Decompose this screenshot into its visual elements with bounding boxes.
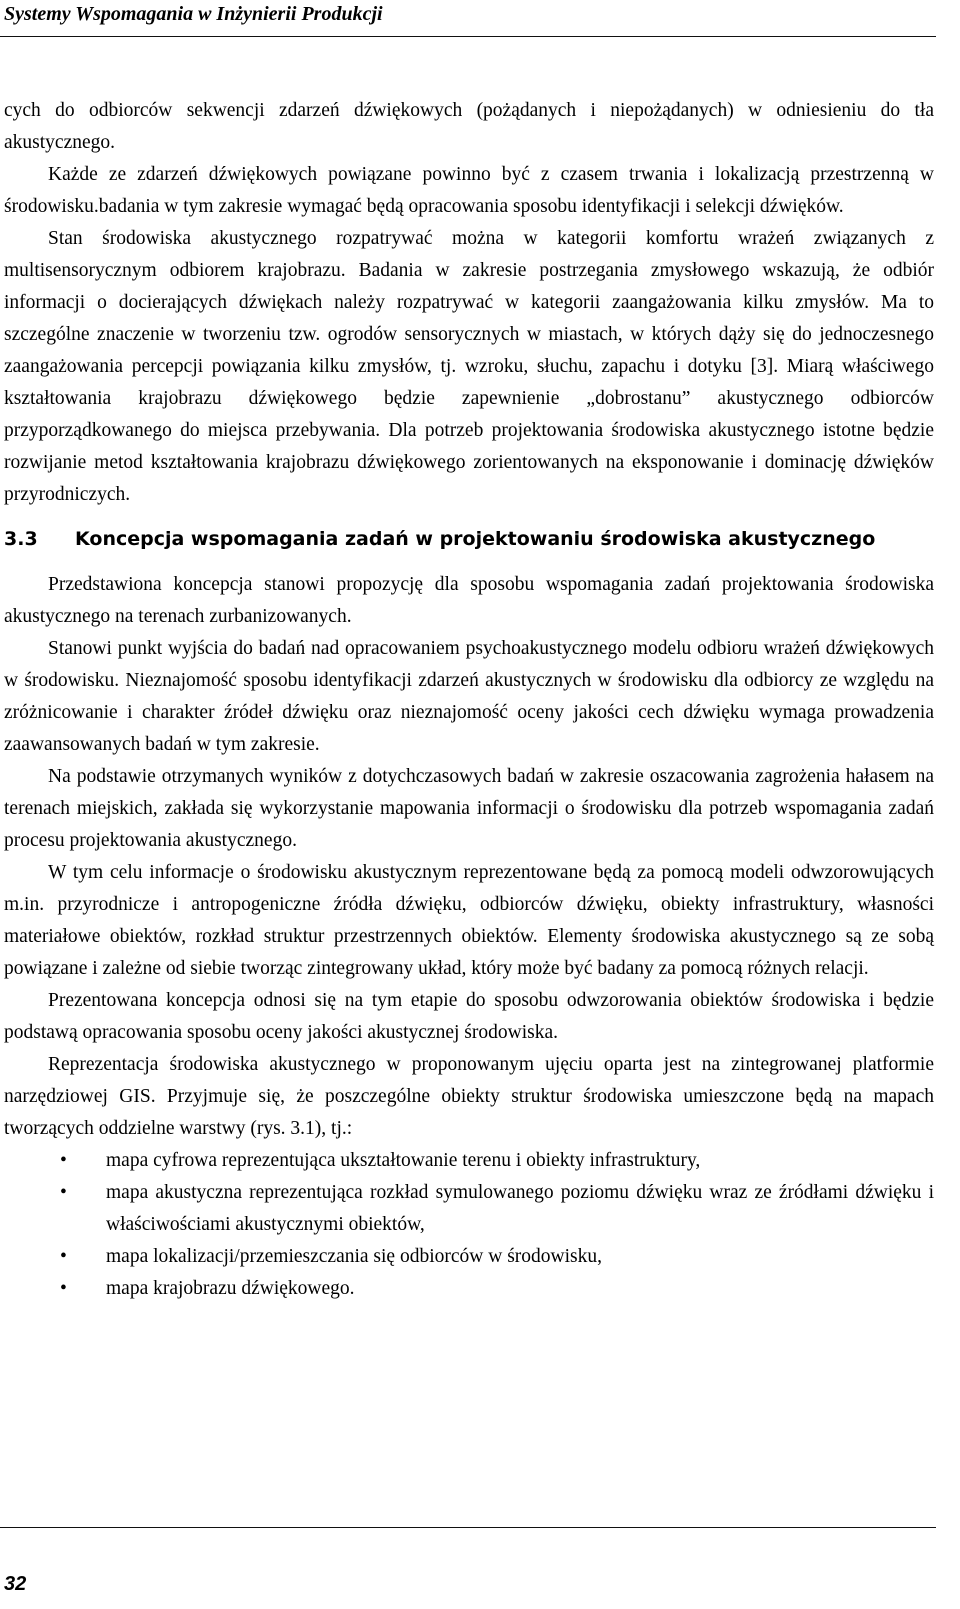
section-number: 3.3 <box>4 528 38 550</box>
list-item-text: mapa akustyczna reprezentująca rozkład symulowanego poziomu dźwięku wraz ze źródłami dźwięku i właściwościami akustycznymi obiektów, <box>106 1182 934 1235</box>
bullet-icon: • <box>60 1278 67 1299</box>
paragraph: Prezentowana koncepcja odnosi się na tym etapie do sposobu odwzorowania obiektów środowiska i będzie podstawą opracowania sposobu oceny jakości akustycznej środowiska. <box>4 990 934 1043</box>
list-item-text: mapa lokalizacji/przemieszczania się odbiorców w środowisku, <box>106 1246 602 1267</box>
paragraph: Stanowi punkt wyjścia do badań nad opracowaniem psychoakustycznego modelu odbioru wrażeń dźwiękowych w środowisku. Nieznajomość sposobu identyfikacji zdarzeń akustycznych w środowisku dla odbiorcy ze względu na zróżnicowanie i charakter źródeł dźwięku oraz nieznajomość oceny jakości cech dźwięku wymaga prowadzenia zaawansowanych badań w tym zakresie. <box>4 638 934 755</box>
list-item <box>4 1177 934 1241</box>
page-body <box>4 95 934 1305</box>
running-header: Systemy Wspomagania w Inżynierii Produkcji <box>4 3 383 25</box>
bullet-icon: • <box>60 1246 67 1267</box>
list-item <box>4 1241 934 1273</box>
paragraph: Na podstawie otrzymanych wyników z dotychczasowych badań w zakresie oszacowania zagrożenia hałasem na terenach miejskich, zakłada się wykorzystanie mapowania informacji o środowisku dla potrzeb wspomagania zadań procesu projektowania akustycznego. <box>4 766 934 851</box>
bullet-list <box>4 1145 934 1305</box>
list-item-text: mapa krajobrazu dźwiękowego. <box>106 1278 355 1299</box>
paragraph: cych do odbiorców sekwencji zdarzeń dźwiękowych (pożądanych i niepożądanych) w odniesieniu do tła akustycznego. <box>4 100 934 153</box>
footer-rule <box>0 1527 936 1528</box>
paragraph: W tym celu informacje o środowisku akustycznym reprezentowane będą za pomocą modeli odwzorowujących m.in. przyrodnicze i antropogeniczne źródła dźwięku, odbiorców dźwięku, obiekty infrastruktury, własności materiałowe obiektów, rozkład struktur przestrzennych obiektów. Elementy środowiska akustycznego są ze sobą powiązane i zależne od siebie tworząc zintegrowany układ, który może być badany za pomocą różnych relacji. <box>4 862 934 979</box>
list-item-text: mapa cyfrowa reprezentująca ukształtowanie terenu i obiekty infrastruktury, <box>106 1150 701 1171</box>
bullet-icon: • <box>60 1182 67 1203</box>
list-item <box>4 1145 934 1177</box>
page-number: 32 <box>4 1573 27 1595</box>
header-rule <box>0 36 936 37</box>
section-title: Koncepcja wspomagania zadań w projektowaniu środowiska akustycznego <box>75 528 876 550</box>
section-heading <box>4 525 934 553</box>
paragraph: Przedstawiona koncepcja stanowi propozycję dla sposobu wspomagania zadań projektowania środowiska akustycznego na terenach zurbanizowanych. <box>4 574 934 627</box>
paragraph: Stan środowiska akustycznego rozpatrywać można w kategorii komfortu wrażeń związanych z multisensorycznym odbiorem krajobrazu. Badania w zakresie postrzegania zmysłowego wskazują, że odbiór informacji o docierających dźwiękach należy rozpatrywać w kategorii zaangażowania kilku zmysłów. Ma to szczególne znaczenie w tworzeniu tzw. ogrodów sensorycznych w miastach, w których dąży się do jednoczesnego zaangażowania percepcji powiązania kilku zmysłów, tj. wzroku, słuchu, zapachu i dotyku [3]. Miarą właściwego kształtowania krajobrazu dźwiękowego będzie zapewnienie „dobrostanu” akustycznego odbiorców przyporządkowanego do miejsca przebywania. Dla potrzeb projektowania środowiska akustycznego istotne będzie rozwijanie metod kształtowania krajobrazu dźwiękowego zorientowanych na eksponowanie i dominację dźwięków przyrodniczych. <box>4 228 934 505</box>
bullet-icon: • <box>60 1150 67 1171</box>
list-item <box>4 1273 934 1305</box>
paragraph: Każde ze zdarzeń dźwiękowych powiązane powinno być z czasem trwania i lokalizacją przestrzenną w środowisku.badania w tym zakresie wymagać będą opracowania sposobu identyfikacji i selekcji dźwięków. <box>4 164 934 217</box>
paragraph: Reprezentacja środowiska akustycznego w proponowanym ujęciu oparta jest na zintegrowanej platformie narzędziowej GIS. Przyjmuje się, że poszczególne obiekty struktur środowiska umieszczone będą na mapach tworzących oddzielne warstwy (rys. 3.1), tj.: <box>4 1054 934 1139</box>
